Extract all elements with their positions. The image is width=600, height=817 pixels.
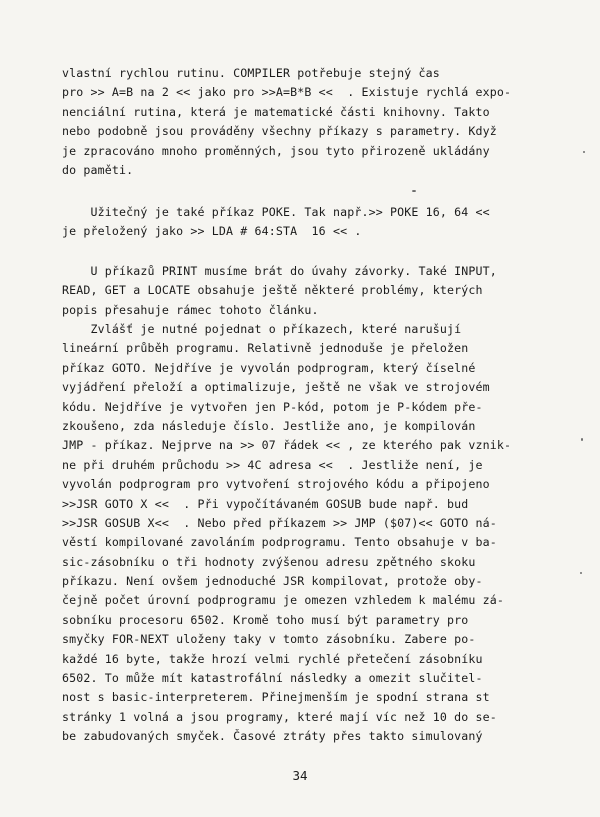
text-line: sobníku procesoru 6502. Kromě toho musí být parametry pro xyxy=(62,612,469,627)
paragraph-3 xyxy=(62,262,552,320)
text-line: sic-zásobníku o tři hodnoty zvýšenou adresu zpětného skoku xyxy=(62,554,476,569)
paragraph-1 xyxy=(62,64,552,180)
text-line: čejně počet úrovní podprogramu je omezen vzhledem k malému zá- xyxy=(62,593,505,608)
text-line: je přeložený jako >> LDA # 64:STA 16 << . xyxy=(62,224,362,239)
text-line: vyjádření přeloží a optimalizuje, ještě ne však ve strojovém xyxy=(62,380,490,395)
text-line: READ, GET a LOCATE obsahuje ještě některé problémy, kterých xyxy=(62,283,483,298)
text-line: >>JSR GOSUB X<< . Nebo před příkazem >> JMP ($07)<< GOTO ná- xyxy=(62,515,497,530)
text-line: JMP - příkaz. Nejprve na >> 07 řádek << , ze kterého pak vznik- xyxy=(62,438,512,453)
text-line: zkoušeno, zda následuje číslo. Jestliže ano, je kompilován xyxy=(62,418,476,433)
text-line: vlastní rychlou rutinu. COMPILER potřebuje stejný čas xyxy=(62,66,440,80)
text-line: stránky 1 volná a jsou programy, které mají víc než 10 do se- xyxy=(62,709,497,724)
text-line: pro >> A=B na 2 << jako pro >>A=B*B << . Existuje rychlá expo- xyxy=(62,85,512,100)
text-line: příkaz GOTO. Nejdříve je vyvolán podprogram, který číselné xyxy=(62,360,476,375)
text-line: do paměti. xyxy=(62,162,134,177)
page-number: 34 xyxy=(292,768,308,783)
text-line: ne při druhém průchodu >> 4C adresa << . Jestliže není, je xyxy=(62,457,483,472)
text-line: popis přesahuje rámec tohoto článku. xyxy=(62,302,319,317)
paragraph-2 xyxy=(62,203,552,242)
scan-speck xyxy=(580,572,582,574)
text-line: Zvlášť je nutné pojednat o příkazech, které narušují xyxy=(62,322,462,336)
scan-speck xyxy=(412,190,416,192)
text-line: každé 16 byte, takže hrozí velmi rychlé přetečení zásobníku xyxy=(62,651,483,666)
text-line: Užitečný je také příkaz POKE. Tak např.>> POKE 16, 64 << xyxy=(62,205,490,219)
text-line: 6502. To může mít katastrofální následky a omezit slučitel- xyxy=(62,671,483,686)
text-line: be zabudovaných smyček. Časové ztráty přes takto simulovaný xyxy=(62,729,483,744)
text-line: nebo podobně jsou prováděny všechny příkazy s parametry. Když xyxy=(62,124,497,139)
text-line: příkazu. Není ovšem jednoduché JSR kompilovat, protože oby- xyxy=(62,574,483,589)
text-line: nenciální rutina, která je matematické části knihovny. Takto xyxy=(62,104,490,119)
scan-speck xyxy=(583,151,585,153)
text-line: lineární průběh programu. Relativně jednoduše je přeložen xyxy=(62,341,469,356)
scan-speck xyxy=(581,438,583,441)
text-line: je zpracováno mnoho proměnných, jsou tyto přirozeně ukládány xyxy=(62,143,490,158)
text-line: >>JSR GOTO X << . Při vypočítávaném GOSUB bude např. bud xyxy=(62,496,469,511)
text-line: kódu. Nejdříve je vytvořen jen P-kód, potom je P-kódem pře- xyxy=(62,399,483,414)
text-line: U příkazů PRINT musíme brát do úvahy závorky. Také INPUT, xyxy=(62,264,497,278)
text-line: smyčky FOR-NEXT uloženy taky v tomto zásobníku. Zabere po- xyxy=(62,632,476,647)
text-line: věstí kompilované zavoláním podprogramu. Tento obsahuje v ba- xyxy=(62,535,497,550)
text-line: vyvolán podprogram pro vytvoření strojového kódu a připojeno xyxy=(62,477,490,492)
paragraph-4 xyxy=(62,320,552,747)
text-line: nost s basic-interpreterem. Přinejmenším je spodní strana st xyxy=(62,690,490,705)
